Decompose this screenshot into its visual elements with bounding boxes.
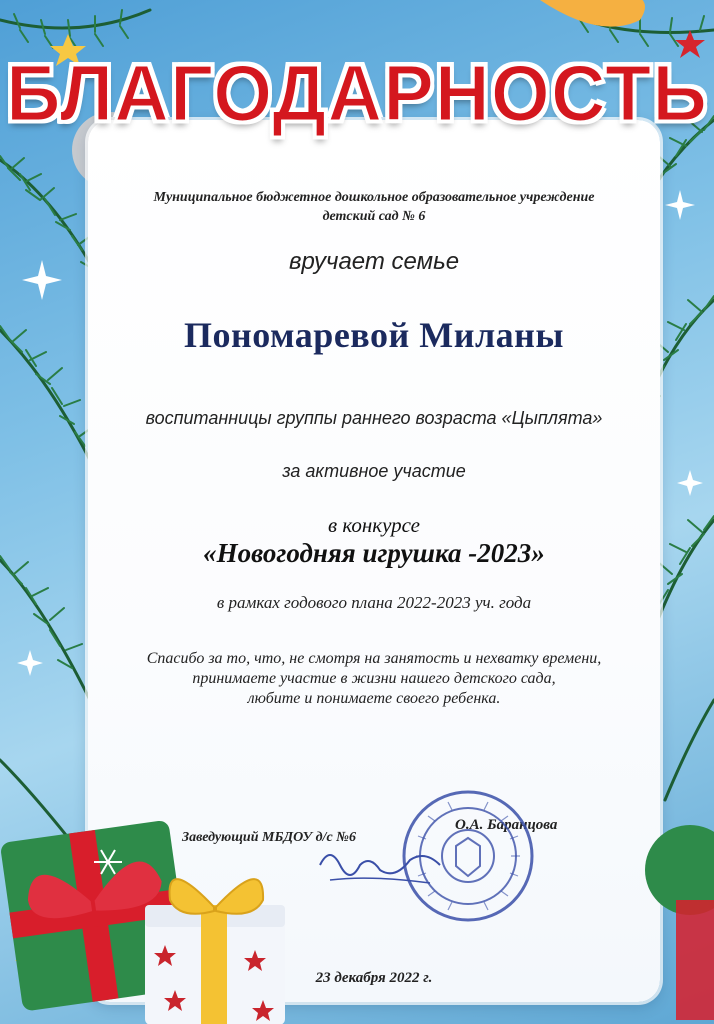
reason-text: за активное участие	[282, 461, 466, 481]
awarded-to-label: вручает семье	[288, 248, 460, 275]
recipient-group: воспитанницы группы раннего возраста «Цыплята»	[145, 408, 603, 428]
organization-name	[88, 188, 660, 226]
recipient-name: Пономаревой Миланы	[183, 315, 565, 355]
thanks-paragraph	[88, 649, 660, 709]
signatory-name: О.А. Баранцова	[455, 817, 558, 833]
contest-name: «Новогодняя игрушка -2023»	[203, 538, 545, 568]
thanks-line-1: Спасибо за то, что, не смотря на занятость и нехватку времени,	[146, 650, 602, 667]
issue-date: 23 декабря 2022 г.	[315, 970, 433, 986]
signatory-title: Заведующий МБДОУ д/с №6	[182, 830, 356, 845]
certificate-title: БЛАГОДАРНОСТЬ	[6, 48, 708, 139]
gift-box-icon	[0, 780, 714, 1024]
contest-label: в конкурсе	[327, 513, 421, 537]
official-stamp-icon	[398, 786, 538, 926]
title-container	[0, 50, 714, 137]
organization-line-2: детский сад № 6	[322, 209, 426, 224]
annual-plan-line: в рамках годового плана 2022-2023 уч. года	[216, 593, 532, 612]
organization-line-1: Муниципальное бюджетное дошкольное образовательное учреждение	[153, 190, 595, 205]
thanks-line-3: любите и понимаете своего ребенка.	[247, 690, 501, 707]
thanks-line-2: принимаете участие в жизни нашего детского сада,	[192, 670, 556, 687]
